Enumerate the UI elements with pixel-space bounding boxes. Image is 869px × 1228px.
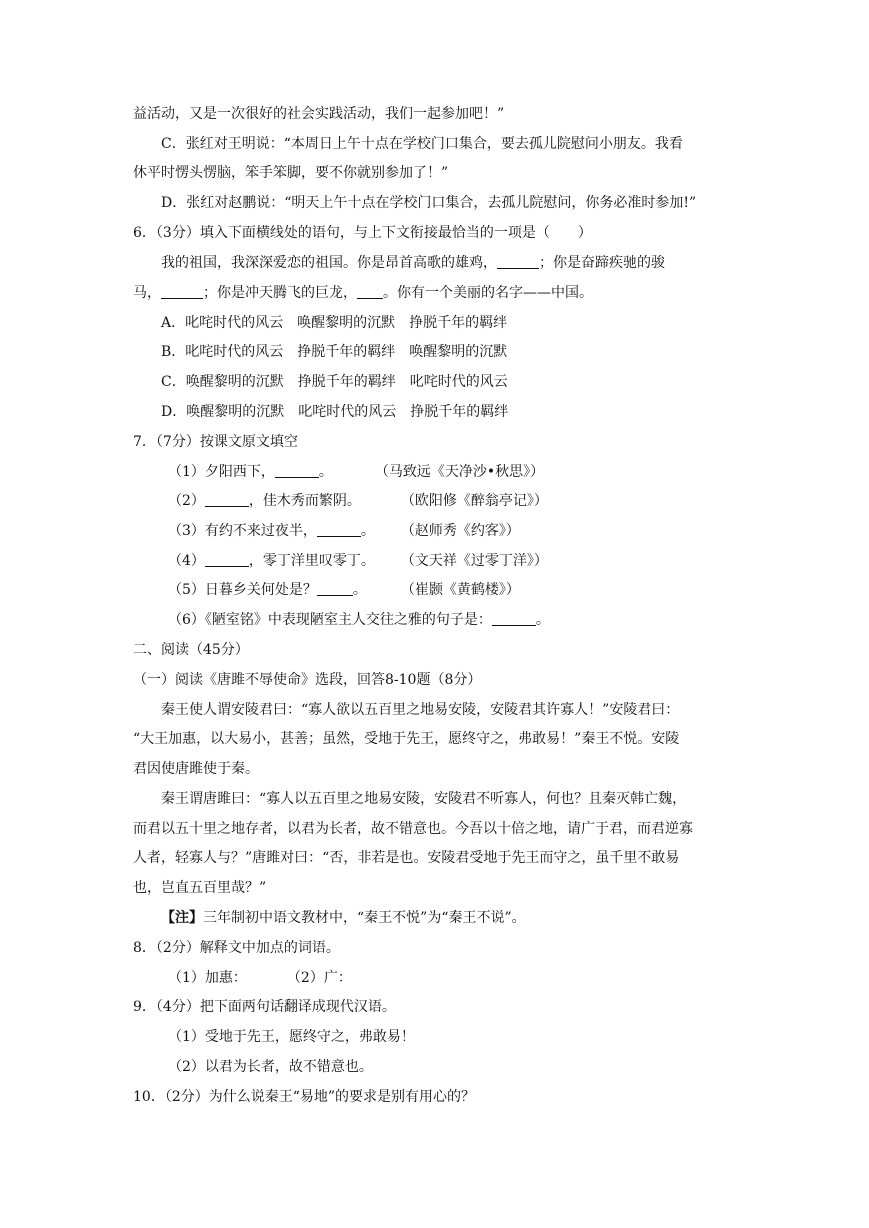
question-7-item1 xyxy=(168,462,544,482)
question-9-item1: （1）受地于先王，愿终守之，弗敢易！ xyxy=(168,1029,415,1045)
passage-para2-line2: 而君以五十里之地存者，以君为长者，故不错意也。今吾以十倍之地，请广于君，而君逆寡 xyxy=(133,821,693,837)
fill-blank xyxy=(205,552,249,567)
question-6-option-a: A．叱咤时代的风云 唤醒黎明的沉默 挣脱千年的羁绊 xyxy=(161,315,508,331)
option-b-continuation: 益活动，又是一次很好的社会实践活动，我们一起参加吧！” xyxy=(133,106,505,122)
question-7-item3 xyxy=(168,521,520,541)
question-6-passage-line1 xyxy=(161,253,665,273)
fill-blank xyxy=(205,492,249,507)
option-c-line2: 休平时愣头愣脑，笨手笨脚，要不你就别参加了！” xyxy=(133,165,449,181)
item-text: （3）有约不来过夜半， xyxy=(168,523,317,539)
passage-text: 。你有一个美丽的名字——中国。 xyxy=(383,285,593,301)
question-6-option-d: D．唤醒黎明的沉默 叱咤时代的风云 挣脱千年的羁绊 xyxy=(161,404,509,420)
item-text: 。 xyxy=(360,523,375,539)
question-7-item4 xyxy=(168,551,548,571)
passage-note xyxy=(161,908,526,928)
passage-text: 我的祖国，我深深爱恋的祖国。你是昂首高歌的雄鸡， xyxy=(161,255,497,271)
option-d: D．张红对赵鹏说：“明天上午十点在学校门口集合，去孤儿院慰问，你务必准时参加!” xyxy=(161,195,697,211)
question-7-item2 xyxy=(168,491,548,511)
question-9-stem: 9．（4分）把下面两句话翻译成现代汉语。 xyxy=(133,999,396,1015)
passage-para1-line1: 秦王使人谓安陵君曰：“寡人欲以五百里之地易安陵，安陵君其许寡人！”安陵君曰： xyxy=(161,702,680,718)
item-text: （1）夕阳西下， xyxy=(168,464,275,480)
item-text: （2） xyxy=(168,493,205,509)
reading-1-heading: （一）阅读《唐雎不辱使命》选段，回答8-10题（8分） xyxy=(133,672,482,688)
item-text: （4） xyxy=(168,553,205,569)
question-8-items xyxy=(168,968,352,988)
fill-blank xyxy=(317,522,361,537)
question-7-stem: 7．（7分）按课文原文填空 xyxy=(133,434,298,450)
passage-para1-line2: “大王加惠，以大易小，甚善；虽然，受地于先王，愿终守之，弗敢易！”秦王不悦。安陵 xyxy=(133,731,680,747)
item-text: ，佳木秀而繁阴。 xyxy=(248,493,361,509)
item-source: （赵师秀《约客》） xyxy=(400,523,520,539)
question-6-option-b: B．叱咤时代的风云 挣脱千年的羁绊 唤醒黎明的沉默 xyxy=(161,344,508,360)
fill-blank xyxy=(317,581,353,596)
item-source: （文天祥《过零丁洋》） xyxy=(400,553,548,569)
question-6-passage-line2 xyxy=(133,283,593,303)
item-source: （马致远《天净沙•秋思》） xyxy=(374,464,545,480)
item-source: （崔颢《黄鹤楼》） xyxy=(400,582,520,598)
fill-blank xyxy=(497,254,539,269)
passage-text: ；你是奋蹄疾驰的骏 xyxy=(539,255,665,271)
option-c-line1: C．张红对王明说：“本周日上午十点在学校门口集合，要去孤儿院慰问小朋友。我看 xyxy=(161,136,683,152)
note-text: 三年制初中语文教材中，“秦王不悦”为“秦王不说”。 xyxy=(203,910,526,926)
question-6-stem: 6．（3分）填入下面横线处的语句，与上下文衔接最恰当的一项是（ ） xyxy=(133,225,592,241)
section-2-heading: 二、阅读（45分） xyxy=(133,642,249,658)
item-text: （5）日暮乡关何处是？ xyxy=(168,582,317,598)
item-text: 。 xyxy=(535,612,550,628)
question-8-stem: 8．（2分）解释文中加点的词语。 xyxy=(133,940,340,956)
item-text: ，零丁洋里叹零丁。 xyxy=(248,553,375,569)
fill-blank xyxy=(357,284,383,299)
question-7-item5 xyxy=(168,580,520,600)
fill-blank xyxy=(161,284,203,299)
item-text: 。 xyxy=(352,582,367,598)
question-6-option-c: C．唤醒黎明的沉默 挣脱千年的羁绊 叱咤时代的风云 xyxy=(161,374,508,390)
item-text: （6）《陋室铭》中表现陋室主人交往之雅的句子是： xyxy=(168,612,492,628)
passage-text: ；你是冲天腾飞的巨龙， xyxy=(203,285,357,301)
passage-para2-line3: 人者，轻寡人与？”唐雎对曰：“否，非若是也。安陵君受地于先王而守之，虽千里不敢易 xyxy=(133,850,680,866)
note-label: 【注】 xyxy=(161,910,203,926)
passage-text: 马， xyxy=(133,285,161,301)
item-text: 。 xyxy=(318,464,333,480)
question-9-item2: （2）以君为长者，故不错意也。 xyxy=(168,1059,373,1075)
question-10-stem: 10．（2分）为什么说秦王“易地”的要求是别有用心的？ xyxy=(133,1089,476,1105)
question-7-item6 xyxy=(168,610,550,630)
fill-blank xyxy=(492,611,536,626)
passage-para2-line1: 秦王谓唐雎曰：“寡人以五百里之地易安陵，安陵君不听寡人，何也？且秦灭韩亡魏， xyxy=(161,791,687,807)
passage-para1-line3: 君因使唐雎使于秦。 xyxy=(133,761,259,777)
fill-blank xyxy=(275,463,319,478)
passage-para2-line4: 也，岂直五百里哉？” xyxy=(133,880,267,896)
item-source: （欧阳修《醉翁亭记》） xyxy=(400,493,548,509)
question-8-item2: （2）广： xyxy=(286,970,352,986)
question-8-item1: （1）加惠： xyxy=(168,970,247,986)
